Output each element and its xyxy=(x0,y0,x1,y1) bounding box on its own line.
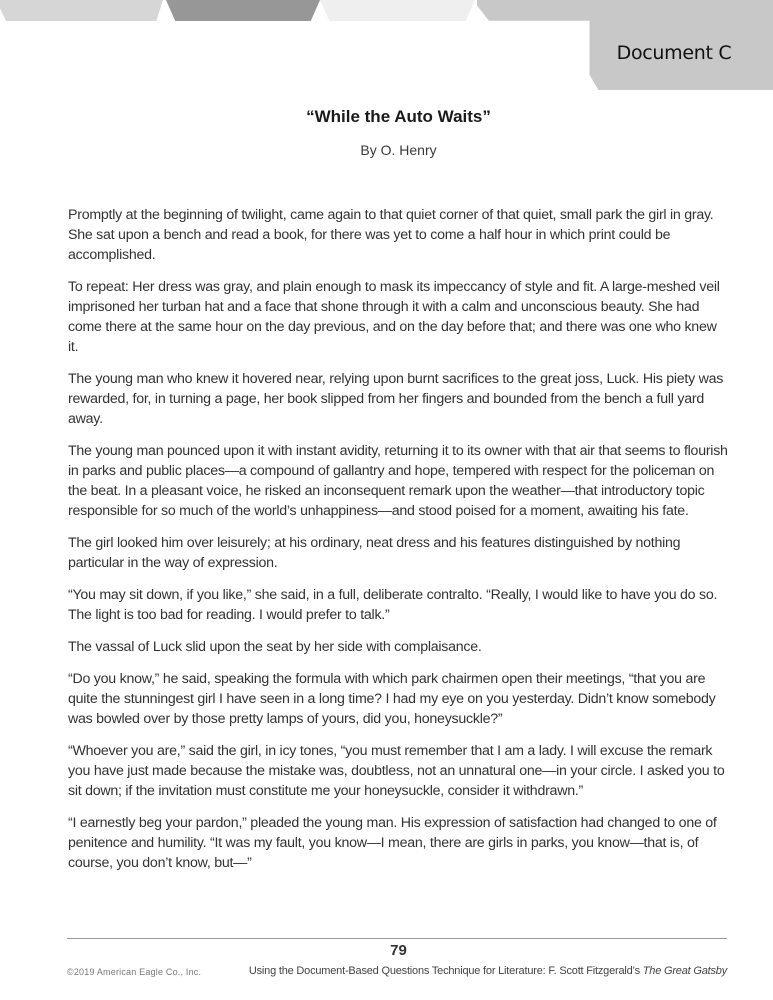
document-tab-label: Document C xyxy=(616,42,732,64)
footer-divider xyxy=(67,938,727,939)
footer-book-title-italic: The Great Gatsby xyxy=(642,965,727,977)
paragraph: The young man pounced upon it with instant avidity, returning it to its owner with that air that seems to flourish in parks and public places—a compound of gallantry and hope, tempered with respect for the policeman on the beat. In a pleasant voice, he risked an inconsequent remark upon the weather—that introductory topic responsible for so much of the world’s unhappiness—and stood poised for a moment, awaiting his fate. xyxy=(68,443,728,519)
story-body xyxy=(68,205,730,885)
story-title: “While the Auto Waits” xyxy=(306,107,491,126)
paragraph: The vassal of Luck slid upon the seat by her side with complaisance. xyxy=(68,639,482,655)
paragraph: The girl looked him over leisurely; at his ordinary, neat dress and his features distinguished by nothing particular in the way of expression. xyxy=(68,535,681,571)
header-decorative-bar-1 xyxy=(0,0,163,21)
footer-book-title-prefix: Using the Document-Based Questions Technique for Literature: F. Scott Fitzgerald’s xyxy=(248,965,643,977)
paragraph: “Do you know,” he said, speaking the formula with which park chairmen open their meetings, “that you are quite the stunningest girl I have seen in a long time? I had my eye on you yesterday. Didn’t know somebody was bowled over by those pretty lamps of yours, did you, honeysuckle?” xyxy=(68,671,716,727)
paragraph: “I earnestly beg your pardon,” pleaded the young man. His expression of satisfaction had changed to one of penitence and humility. “It was my fault, you know—I mean, there are girls in parks, you know—that is, of course, you don’t know, but—” xyxy=(68,815,717,871)
copyright-notice: ©2019 American Eagle Co., Inc. xyxy=(67,967,202,977)
page-number: 79 xyxy=(390,942,407,959)
story-byline: By O. Henry xyxy=(360,142,437,158)
paragraph: “Whoever you are,” said the girl, in icy tones, “you must remember that I am a lady. I will excuse the remark you have just made because the mistake was, doubtless, not an unnatural one—in your circle. I asked you to sit down; if the invitation must constitute me your honeysuckle, consider it withdrawn.” xyxy=(68,743,725,799)
paragraph: “You may sit down, if you like,” she said, in a full, deliberate contralto. “Really, I would like to have you do so. The light is too bad for reading. I would prefer to talk.” xyxy=(68,587,718,623)
paragraph: To repeat: Her dress was gray, and plain enough to mask its impeccancy of style and fit. A large-meshed veil imprisoned her turban hat and a face that shone through it with a calm and unconscious beauty. She had come there at the same hour on the day previous, and on the day before that; and there was one who knew it. xyxy=(68,279,720,355)
paragraph: Promptly at the beginning of twilight, came again to that quiet corner of that quiet, small park the girl in gray. She sat upon a bench and read a book, for there was yet to come a half hour in which print could be accomplished. xyxy=(68,207,714,263)
header-decorative-bar-3 xyxy=(320,0,475,21)
header-decorative-bar-2 xyxy=(166,0,320,21)
paragraph: The young man who knew it hovered near, relying upon burnt sacrifices to the great joss, Luck. His piety was rewarded, for, in turning a page, her book slipped from her fingers and bounded from the bench a full yard away. xyxy=(68,371,724,427)
footer-book-title xyxy=(249,965,727,977)
